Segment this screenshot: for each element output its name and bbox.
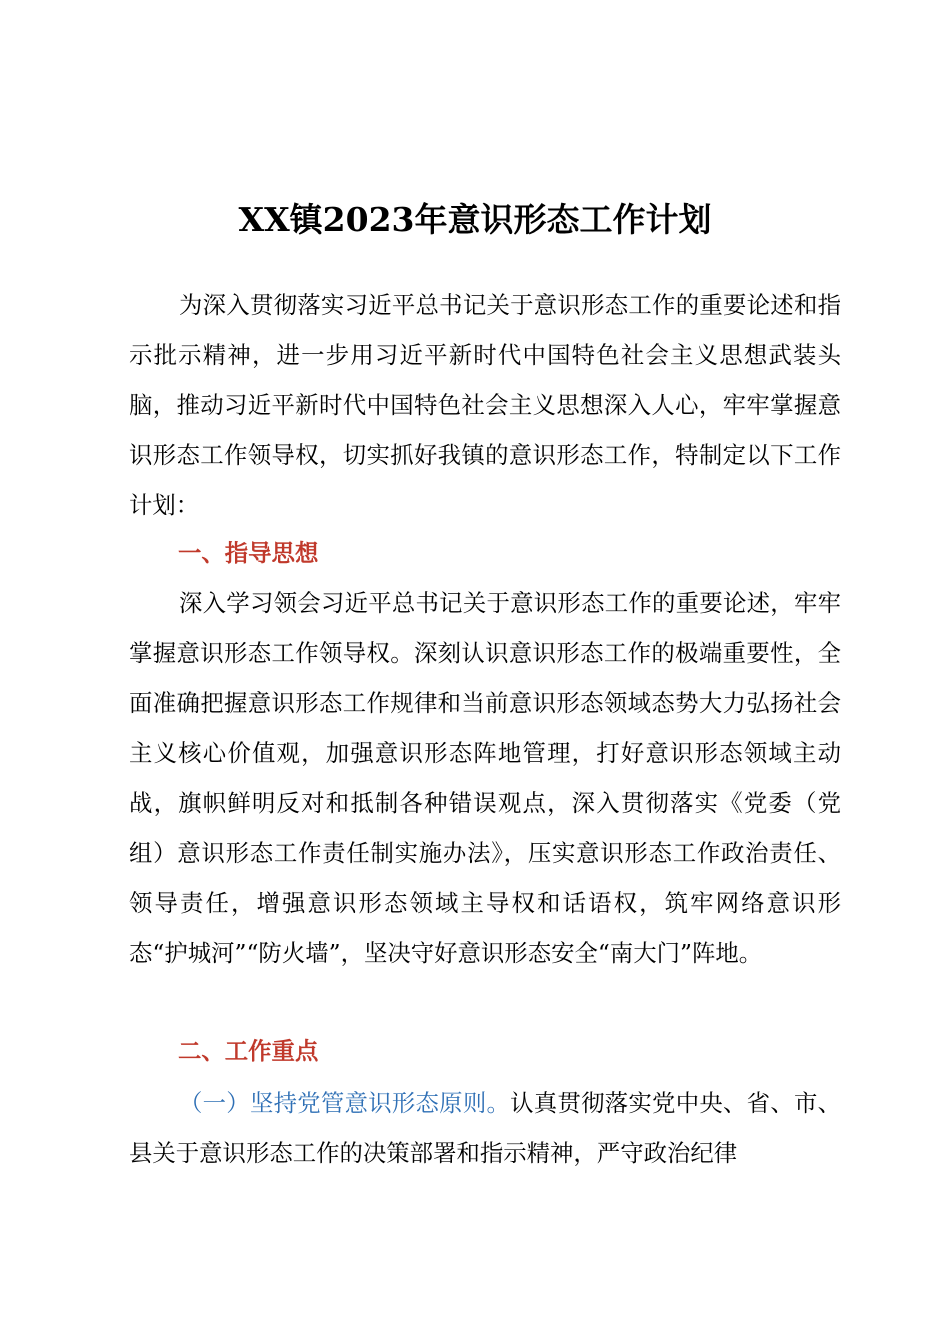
subsection-label-party-leadership: （一）坚持党管意识形态原则。 xyxy=(179,1089,511,1117)
document-title: XX镇2023年意识形态工作计划 xyxy=(238,200,712,239)
work-focus-body-text: 认真贯彻落实党中央、省、市、县关于意识形态工作的决策部署和指示精神，严守政治纪律 xyxy=(129,1089,842,1167)
section-heading-guiding-ideology: 一、指导思想 xyxy=(178,539,319,567)
guiding-ideology-paragraph: 深入学习领会习近平总书记关于意识形态工作的重要论述，牢牢掌握意识形态工作领导权。深刻认识意识形态工作的极端重要性，全面准确把握意识形态工作规律和当前意识形态领域态势大力弘扬社会主义核心价值观，加强意识形态阵地管理，打好意识形态领域主动战，旗帜鲜明反对和抵制各种错误观点，深入贯彻落实《党委（党组）意识形态工作责任制实施办法》，压实意识形态工作政治责任、领导责任，增强意识形态领域主导权和话语权，筑牢网络意识形态“护城河”“防火墙”，坚决守好意识形态安全“南大门”阵地。 xyxy=(129,589,841,967)
work-focus-paragraph xyxy=(129,1078,841,1178)
intro-paragraph: 为深入贯彻落实习近平总书记关于意识形态工作的重要论述和指示批示精神，进一步用习近平新时代中国特色社会主义思想武装头脑，推动习近平新时代中国特色社会主义思想深入人心，牢牢掌握意识形态工作领导权，切实抓好我镇的意识形态工作，特制定以下工作计划： xyxy=(129,291,841,519)
section-heading-work-focus: 二、工作重点 xyxy=(178,1037,319,1065)
